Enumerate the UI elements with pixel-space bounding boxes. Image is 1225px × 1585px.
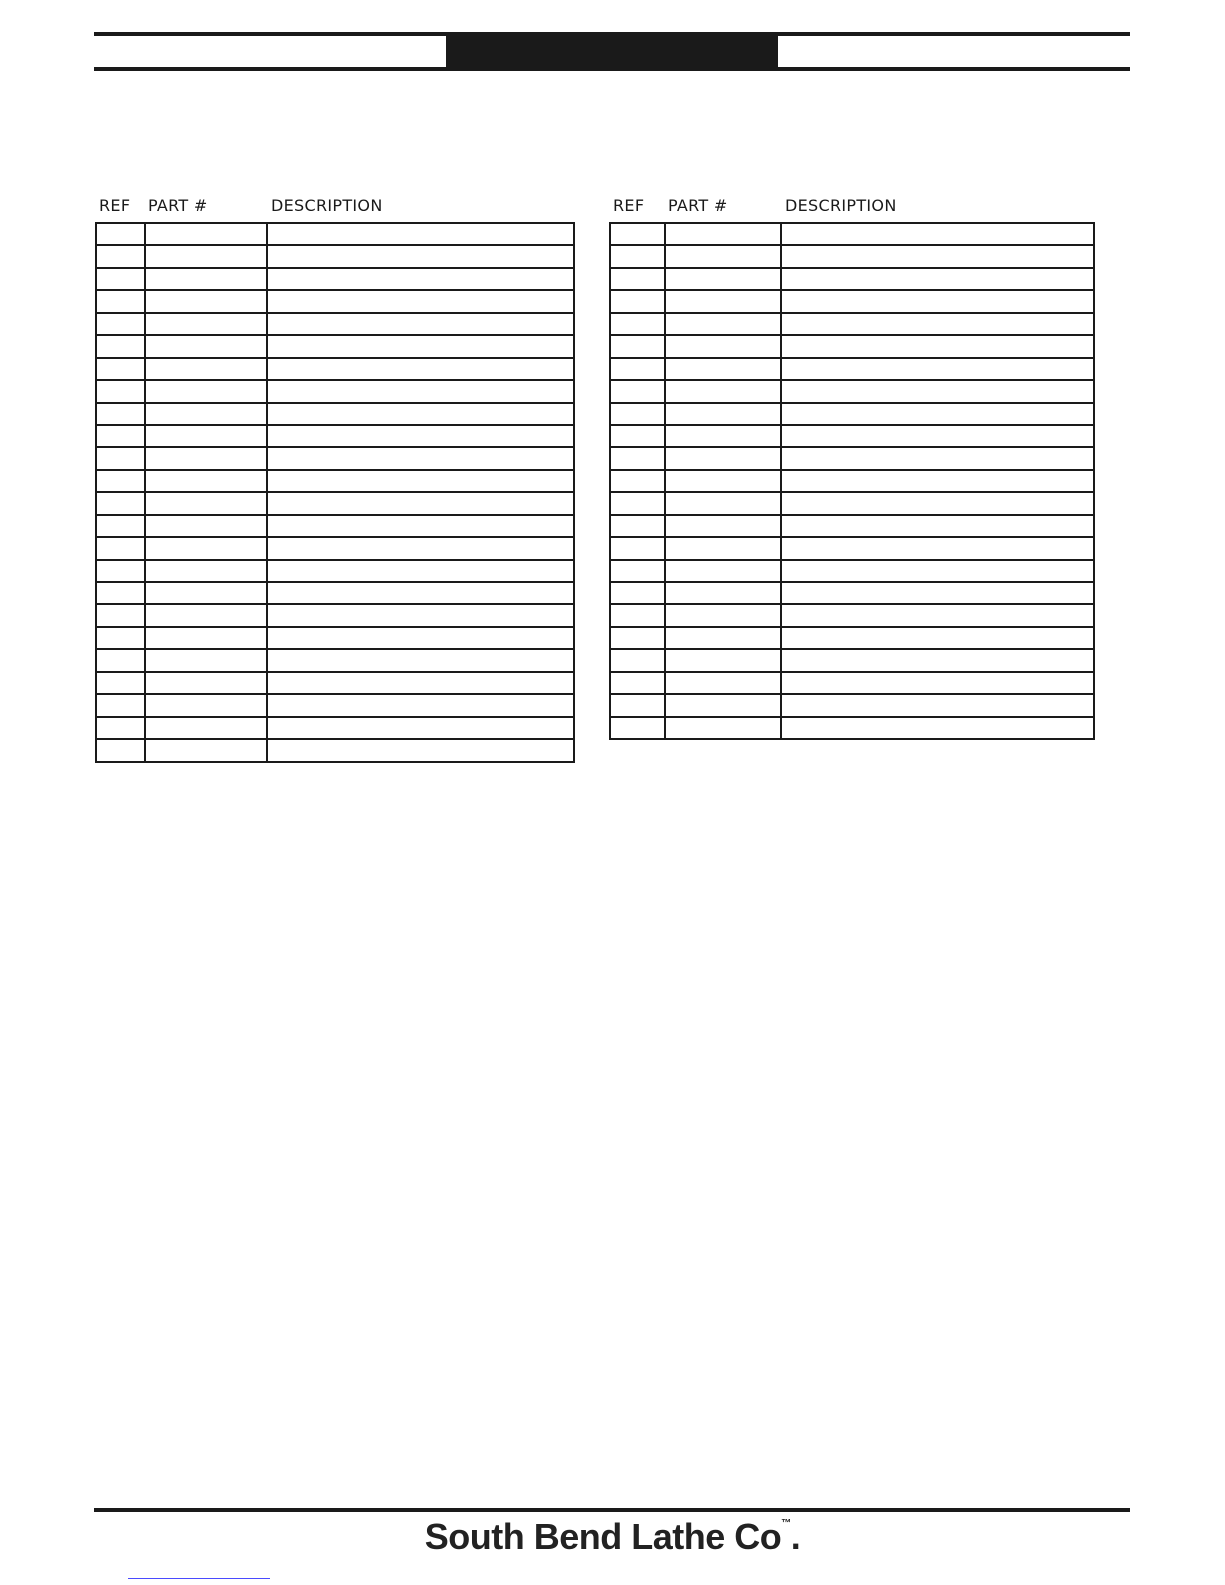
table-row [96, 380, 574, 402]
ref-cell [610, 492, 665, 514]
ref-cell [610, 717, 665, 739]
ref-cell [610, 358, 665, 380]
ref-cell [610, 627, 665, 649]
table-row [96, 515, 574, 537]
ref-cell [96, 492, 145, 514]
description-cell [781, 268, 1094, 290]
part-cell [145, 649, 267, 671]
description-cell [781, 470, 1094, 492]
ref-cell [610, 537, 665, 559]
ref-cell [610, 425, 665, 447]
description-cell [781, 223, 1094, 245]
brand-logo [0, 1516, 1225, 1558]
ref-cell [610, 515, 665, 537]
part-cell [145, 739, 267, 761]
table-row [96, 403, 574, 425]
table-row [610, 403, 1094, 425]
part-cell [665, 582, 782, 604]
description-cell [267, 717, 574, 739]
ref-cell [96, 358, 145, 380]
description-cell [267, 604, 574, 626]
description-cell [267, 739, 574, 761]
description-cell [781, 447, 1094, 469]
description-cell [267, 447, 574, 469]
part-cell [145, 223, 267, 245]
ref-cell [610, 223, 665, 245]
table-row [610, 717, 1094, 739]
description-cell [781, 694, 1094, 716]
ref-cell [610, 470, 665, 492]
ref-cell [96, 537, 145, 559]
part-cell [145, 290, 267, 312]
table-row [610, 604, 1094, 626]
part-cell [145, 403, 267, 425]
table-row [96, 560, 574, 582]
part-cell [665, 604, 782, 626]
ref-cell [610, 447, 665, 469]
ref-cell [96, 604, 145, 626]
part-cell [145, 492, 267, 514]
part-cell [665, 694, 782, 716]
description-cell [267, 245, 574, 267]
part-cell [665, 290, 782, 312]
description-cell [267, 560, 574, 582]
part-cell [145, 268, 267, 290]
ref-cell [96, 268, 145, 290]
table-row [96, 627, 574, 649]
table-row [610, 515, 1094, 537]
description-cell [267, 223, 574, 245]
description-cell [267, 290, 574, 312]
table-row [96, 492, 574, 514]
table-row [96, 290, 574, 312]
description-cell [267, 358, 574, 380]
ref-cell [96, 470, 145, 492]
link-underline[interactable] [128, 1578, 270, 1579]
part-cell [665, 560, 782, 582]
part-cell [145, 604, 267, 626]
part-cell [665, 672, 782, 694]
table-row [96, 447, 574, 469]
table-row [610, 582, 1094, 604]
description-cell [781, 492, 1094, 514]
ref-cell [96, 403, 145, 425]
parts-table-right [609, 196, 1095, 218]
description-cell [267, 313, 574, 335]
table-row [96, 672, 574, 694]
description-cell [267, 268, 574, 290]
table-row [610, 537, 1094, 559]
ref-cell [96, 447, 145, 469]
header-section-tab [446, 32, 778, 71]
description-cell [781, 649, 1094, 671]
description-cell [781, 313, 1094, 335]
part-cell [145, 425, 267, 447]
description-cell [781, 358, 1094, 380]
part-cell [665, 268, 782, 290]
description-cell [267, 425, 574, 447]
part-cell [665, 470, 782, 492]
part-cell [145, 380, 267, 402]
table-row [96, 604, 574, 626]
ref-cell [610, 268, 665, 290]
ref-cell [96, 245, 145, 267]
description-cell [781, 672, 1094, 694]
table-row [96, 335, 574, 357]
part-cell [665, 425, 782, 447]
table-row [96, 223, 574, 245]
table-row [610, 560, 1094, 582]
table-row [610, 358, 1094, 380]
description-cell [781, 582, 1094, 604]
part-cell [145, 515, 267, 537]
ref-cell [96, 717, 145, 739]
description-cell [781, 560, 1094, 582]
part-cell [665, 313, 782, 335]
ref-cell [96, 649, 145, 671]
table-row [96, 245, 574, 267]
table-row [610, 649, 1094, 671]
description-cell [781, 335, 1094, 357]
description-cell [267, 470, 574, 492]
table-row [96, 358, 574, 380]
table-row [96, 739, 574, 761]
parts-grid-left [95, 222, 575, 763]
trademark-mark: ™ [781, 1518, 791, 1529]
ref-cell [96, 694, 145, 716]
table-row [610, 380, 1094, 402]
part-cell [145, 470, 267, 492]
ref-cell [610, 313, 665, 335]
part-cell [665, 649, 782, 671]
col-head-part: PART # [668, 196, 728, 215]
brand-name: South Bend Lathe Co [424, 1516, 782, 1557]
description-cell [267, 627, 574, 649]
table-row [610, 335, 1094, 357]
description-cell [781, 245, 1094, 267]
part-cell [145, 313, 267, 335]
part-cell [665, 403, 782, 425]
table-row [610, 470, 1094, 492]
description-cell [781, 627, 1094, 649]
ref-cell [96, 515, 145, 537]
col-head-description: DESCRIPTION [785, 196, 897, 215]
ref-cell [96, 672, 145, 694]
table-row [96, 582, 574, 604]
table-row [610, 425, 1094, 447]
part-cell [145, 717, 267, 739]
table-row [610, 447, 1094, 469]
table-row [610, 313, 1094, 335]
description-cell [267, 649, 574, 671]
part-cell [665, 447, 782, 469]
description-cell [267, 380, 574, 402]
description-cell [781, 380, 1094, 402]
ref-cell [610, 582, 665, 604]
part-cell [665, 627, 782, 649]
ref-cell [610, 380, 665, 402]
table-row [610, 245, 1094, 267]
ref-cell [96, 425, 145, 447]
part-cell [665, 358, 782, 380]
table-row [610, 492, 1094, 514]
table-row [610, 268, 1094, 290]
description-cell [781, 604, 1094, 626]
description-cell [781, 425, 1094, 447]
col-head-ref: REF [613, 196, 645, 215]
table-row [96, 470, 574, 492]
table-row [96, 268, 574, 290]
description-cell [267, 335, 574, 357]
part-cell [665, 223, 782, 245]
col-head-part: PART # [148, 196, 208, 215]
ref-cell [96, 560, 145, 582]
description-cell [781, 537, 1094, 559]
ref-cell [96, 380, 145, 402]
part-cell [145, 627, 267, 649]
ref-cell [610, 403, 665, 425]
description-cell [267, 403, 574, 425]
ref-cell [96, 582, 145, 604]
part-cell [145, 245, 267, 267]
table-row [610, 694, 1094, 716]
table-row [96, 649, 574, 671]
table-row [610, 627, 1094, 649]
part-cell [665, 380, 782, 402]
col-head-description: DESCRIPTION [271, 196, 383, 215]
ref-cell [610, 335, 665, 357]
brand-period: . [790, 1516, 801, 1557]
ref-cell [610, 560, 665, 582]
description-cell [267, 515, 574, 537]
ref-cell [610, 290, 665, 312]
footer-rule [94, 1508, 1130, 1512]
table-row [610, 672, 1094, 694]
description-cell [781, 290, 1094, 312]
table-row [96, 537, 574, 559]
part-cell [665, 717, 782, 739]
part-cell [665, 245, 782, 267]
parts-table-left-headers [95, 196, 575, 218]
description-cell [267, 582, 574, 604]
table-row [96, 425, 574, 447]
col-head-ref: REF [99, 196, 131, 215]
table-row [610, 223, 1094, 245]
table-row [96, 694, 574, 716]
ref-cell [610, 245, 665, 267]
table-row [96, 717, 574, 739]
part-cell [145, 447, 267, 469]
description-cell [267, 537, 574, 559]
parts-table-right-headers [609, 196, 1095, 218]
ref-cell [96, 290, 145, 312]
parts-table-left [95, 196, 575, 218]
description-cell [781, 403, 1094, 425]
ref-cell [96, 223, 145, 245]
ref-cell [610, 604, 665, 626]
part-cell [665, 335, 782, 357]
part-cell [145, 560, 267, 582]
table-row [96, 313, 574, 335]
parts-grid-right [609, 222, 1095, 740]
part-cell [145, 672, 267, 694]
ref-cell [96, 335, 145, 357]
table-row [610, 290, 1094, 312]
part-cell [665, 537, 782, 559]
part-cell [145, 358, 267, 380]
ref-cell [96, 627, 145, 649]
description-cell [781, 515, 1094, 537]
part-cell [145, 537, 267, 559]
description-cell [781, 717, 1094, 739]
description-cell [267, 672, 574, 694]
part-cell [665, 515, 782, 537]
ref-cell [96, 739, 145, 761]
ref-cell [610, 672, 665, 694]
ref-cell [610, 694, 665, 716]
description-cell [267, 492, 574, 514]
part-cell [665, 492, 782, 514]
ref-cell [610, 649, 665, 671]
description-cell [267, 694, 574, 716]
part-cell [145, 335, 267, 357]
part-cell [145, 694, 267, 716]
part-cell [145, 582, 267, 604]
ref-cell [96, 313, 145, 335]
